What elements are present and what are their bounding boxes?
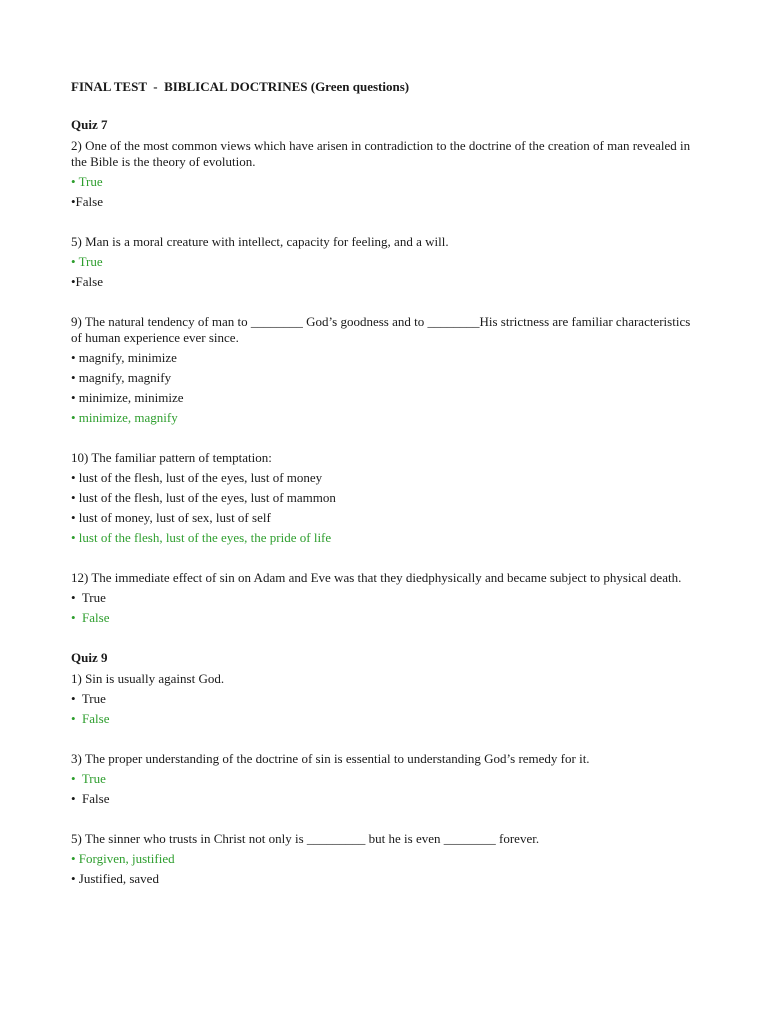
quiz-heading: Quiz 7 — [71, 117, 108, 132]
question-text: 5) Man is a moral creature with intellect, capacity for feeling, and a will. — [71, 234, 449, 249]
question — [71, 570, 701, 626]
question-text: 9) The natural tendency of man to ________ God’s goodness and to ________His strictness are familiar characteristics of human experience ever since. — [71, 314, 691, 345]
answer-option: • True — [71, 590, 106, 605]
answer-option: • minimize, minimize — [71, 390, 184, 405]
document-page — [71, 79, 701, 887]
answer-option: • lust of the flesh, lust of the eyes, lust of money — [71, 470, 323, 485]
answer-option: • lust of the flesh, lust of the eyes, lust of mammon — [71, 490, 336, 505]
question — [71, 234, 701, 290]
question-text: 10) The familiar pattern of temptation: — [71, 450, 272, 465]
question-text: 1) Sin is usually against God. — [71, 671, 225, 686]
answer-option-correct: • False — [71, 711, 110, 726]
answer-option-correct: • True — [71, 174, 103, 189]
question — [71, 671, 701, 727]
question — [71, 138, 701, 210]
question — [71, 450, 701, 546]
question — [71, 314, 701, 426]
answer-option: • Justified, saved — [71, 871, 159, 886]
quiz-container — [71, 117, 701, 887]
answer-option: • lust of money, lust of sex, lust of self — [71, 510, 271, 525]
answer-option-correct: • True — [71, 254, 103, 269]
quiz-block — [71, 650, 701, 887]
quiz-block — [71, 117, 701, 626]
document-title: FINAL TEST - BIBLICAL DOCTRINES (Green questions) — [71, 79, 410, 94]
question — [71, 751, 701, 807]
answer-option-correct: • True — [71, 771, 106, 786]
answer-option-correct: • minimize, magnify — [71, 410, 178, 425]
answer-option-correct: • False — [71, 610, 110, 625]
quiz-heading: Quiz 9 — [71, 650, 108, 665]
answer-option: • False — [71, 791, 110, 806]
answer-option: • True — [71, 691, 106, 706]
answer-option-correct: • lust of the flesh, lust of the eyes, the pride of life — [71, 530, 332, 545]
question-text: 5) The sinner who trusts in Christ not only is _________ but he is even ________ forever. — [71, 831, 540, 846]
answer-option: •False — [71, 274, 103, 289]
question-text: 3) The proper understanding of the doctrine of sin is essential to understanding God’s remedy for it. — [71, 751, 590, 766]
answer-option: •False — [71, 194, 103, 209]
answer-option: • magnify, magnify — [71, 370, 172, 385]
question — [71, 831, 701, 887]
answer-option: • magnify, minimize — [71, 350, 177, 365]
question-text: 2) One of the most common views which have arisen in contradiction to the doctrine of the creation of man revealed in the Bible is the theory of evolution. — [71, 138, 691, 169]
answer-option-correct: • Forgiven, justified — [71, 851, 175, 866]
question-text: 12) The immediate effect of sin on Adam and Eve was that they diedphysically and became subject to physical death. — [71, 570, 682, 585]
